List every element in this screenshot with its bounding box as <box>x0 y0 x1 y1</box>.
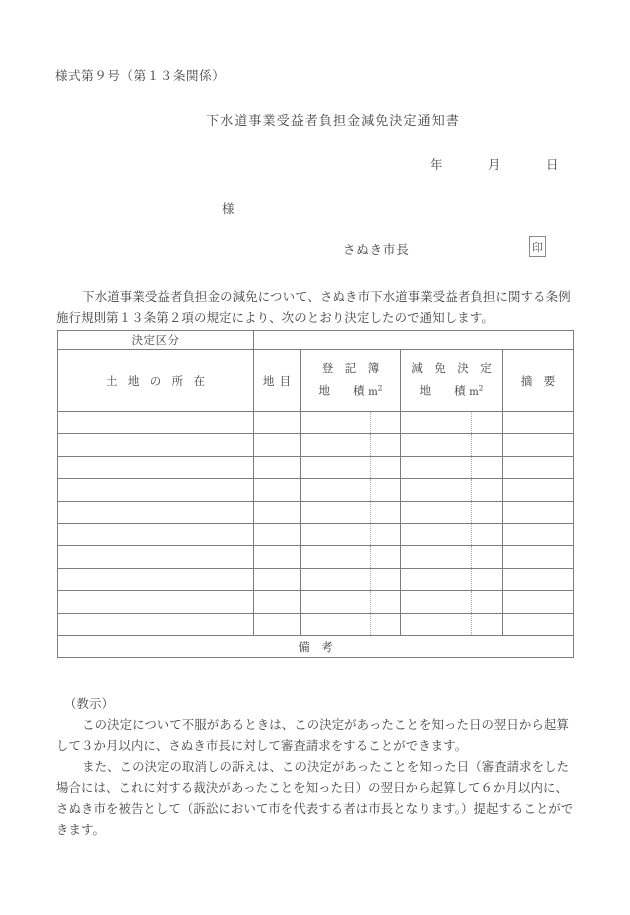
day-label: 日 <box>545 157 559 172</box>
cell-land-category[interactable] <box>254 412 301 434</box>
cell-remarks[interactable] <box>503 523 574 545</box>
table-header-row <box>58 350 574 412</box>
cell-location[interactable] <box>58 501 254 523</box>
cell-remarks[interactable] <box>503 568 574 590</box>
seal-stamp-icon: 印 <box>529 236 546 257</box>
column-header-land-category-text: 地目 <box>262 373 297 388</box>
cell-remarks[interactable] <box>503 546 574 568</box>
cell-remarks[interactable] <box>503 591 574 613</box>
cell-registered-area[interactable] <box>301 591 401 613</box>
registered-area-line2 <box>301 378 400 401</box>
decision-category-label: 決定区分 <box>58 331 254 350</box>
cell-exempted-area[interactable] <box>401 479 503 501</box>
cell-land-category[interactable] <box>254 568 301 590</box>
cell-land-category[interactable] <box>254 434 301 456</box>
column-header-location <box>58 350 254 412</box>
column-header-location-text: 土地の所在 <box>106 373 216 388</box>
instructions-paragraph-1: この決定について不服があるときは、この決定があったことを知った日の翌日から起算して３か月以内に、さぬき市長に対して審査請求をすることができます。 <box>56 717 569 753</box>
column-header-remarks-text: 摘 要 <box>520 373 556 388</box>
cell-registered-area[interactable] <box>301 568 401 590</box>
cell-land-category[interactable] <box>254 456 301 478</box>
cell-exempted-area[interactable] <box>401 546 503 568</box>
cell-registered-area[interactable] <box>301 456 401 478</box>
exempted-area-unit-base: m <box>469 386 479 398</box>
cell-registered-area[interactable] <box>301 479 401 501</box>
cell-exempted-area[interactable] <box>401 523 503 545</box>
table-row <box>58 523 574 545</box>
instructions-heading: （教示） <box>64 696 114 711</box>
body-paragraph <box>56 286 576 328</box>
exempted-area-line1: 減 免 決 定 <box>411 361 492 376</box>
column-header-exempted-area <box>401 350 503 412</box>
registered-area-unit <box>368 383 383 398</box>
registered-area-unit-sup: 2 <box>377 383 383 393</box>
cell-exempted-area[interactable] <box>401 434 503 456</box>
cell-land-category[interactable] <box>254 501 301 523</box>
cell-remarks[interactable] <box>503 613 574 635</box>
exempted-area-unit-sup: 2 <box>478 383 484 393</box>
exemption-decision-table <box>57 330 574 658</box>
cell-land-category[interactable] <box>254 523 301 545</box>
form-number: 様式第９号（第１３条関係） <box>55 68 226 83</box>
registered-area-line2-text: 地 積 <box>318 383 365 398</box>
column-header-registered-area <box>301 350 401 412</box>
cell-land-category[interactable] <box>254 479 301 501</box>
remarks-row <box>58 635 574 657</box>
cell-remarks[interactable] <box>503 456 574 478</box>
cell-location[interactable] <box>58 434 254 456</box>
cell-location[interactable] <box>58 479 254 501</box>
table-row <box>58 568 574 590</box>
table-row <box>58 546 574 568</box>
instructions-paragraph-2: また、この決定の取消しの訴えは、この決定があったことを知った日（審査請求をした場合には、これに対する裁決があったことを知った日）の翌日から起算して６か月以内に、さぬき市を被告として（訴訟において市を代表する者は市長となります。）提起することができます。 <box>56 759 574 837</box>
cell-land-category[interactable] <box>254 546 301 568</box>
cell-remarks[interactable] <box>503 412 574 434</box>
month-label: 月 <box>487 157 501 172</box>
cell-location[interactable] <box>58 523 254 545</box>
cell-location[interactable] <box>58 568 254 590</box>
cell-exempted-area[interactable] <box>401 568 503 590</box>
cell-location[interactable] <box>58 546 254 568</box>
page-title: 下水道事業受益者負担金減免決定通知書 <box>206 114 460 129</box>
cell-location[interactable] <box>58 591 254 613</box>
cell-registered-area[interactable] <box>301 523 401 545</box>
issuer-name: さぬき市長 <box>343 242 410 257</box>
issuer-row <box>343 240 558 258</box>
table-row <box>58 434 574 456</box>
year-label: 年 <box>430 157 443 172</box>
cell-location[interactable] <box>58 613 254 635</box>
table-row <box>58 479 574 501</box>
cell-registered-area[interactable] <box>301 501 401 523</box>
cell-exempted-area[interactable] <box>401 591 503 613</box>
cell-remarks[interactable] <box>503 479 574 501</box>
remarks-label: 備 考 <box>298 639 333 654</box>
cell-land-category[interactable] <box>254 591 301 613</box>
remarks-section[interactable] <box>58 635 574 657</box>
cell-exempted-area[interactable] <box>401 412 503 434</box>
date-line <box>430 155 558 173</box>
cell-registered-area[interactable] <box>301 546 401 568</box>
cell-registered-area[interactable] <box>301 412 401 434</box>
registered-area-unit-base: m <box>368 386 378 398</box>
column-header-remarks <box>503 350 574 412</box>
decision-category-row <box>58 331 574 350</box>
instructions-section <box>56 693 580 840</box>
cell-exempted-area[interactable] <box>401 501 503 523</box>
table-row <box>58 412 574 434</box>
addressee-suffix: 様 <box>222 201 235 216</box>
cell-exempted-area[interactable] <box>401 456 503 478</box>
exempted-area-line2 <box>401 378 502 401</box>
cell-registered-area[interactable] <box>301 613 401 635</box>
exempted-area-line2-text: 地 積 <box>419 383 466 398</box>
cell-remarks[interactable] <box>503 501 574 523</box>
decision-category-value[interactable] <box>254 331 574 350</box>
table-row <box>58 501 574 523</box>
cell-remarks[interactable] <box>503 434 574 456</box>
body-paragraph-text: 下水道事業受益者負担金の減免について、さぬき市下水道事業受益者負担に関する条例施行規則第１３条第２項の規定により、次のとおり決定したので通知します。 <box>56 289 571 325</box>
cell-registered-area[interactable] <box>301 434 401 456</box>
registered-area-line1: 登 記 簿 <box>321 361 380 376</box>
exempted-area-unit <box>469 383 484 398</box>
cell-land-category[interactable] <box>254 613 301 635</box>
column-header-land-category <box>254 350 301 412</box>
table-row <box>58 591 574 613</box>
cell-location[interactable] <box>58 456 254 478</box>
cell-exempted-area[interactable] <box>401 613 503 635</box>
table-body <box>58 331 574 658</box>
table-row <box>58 456 574 478</box>
cell-location[interactable] <box>58 412 254 434</box>
table-row <box>58 613 574 635</box>
